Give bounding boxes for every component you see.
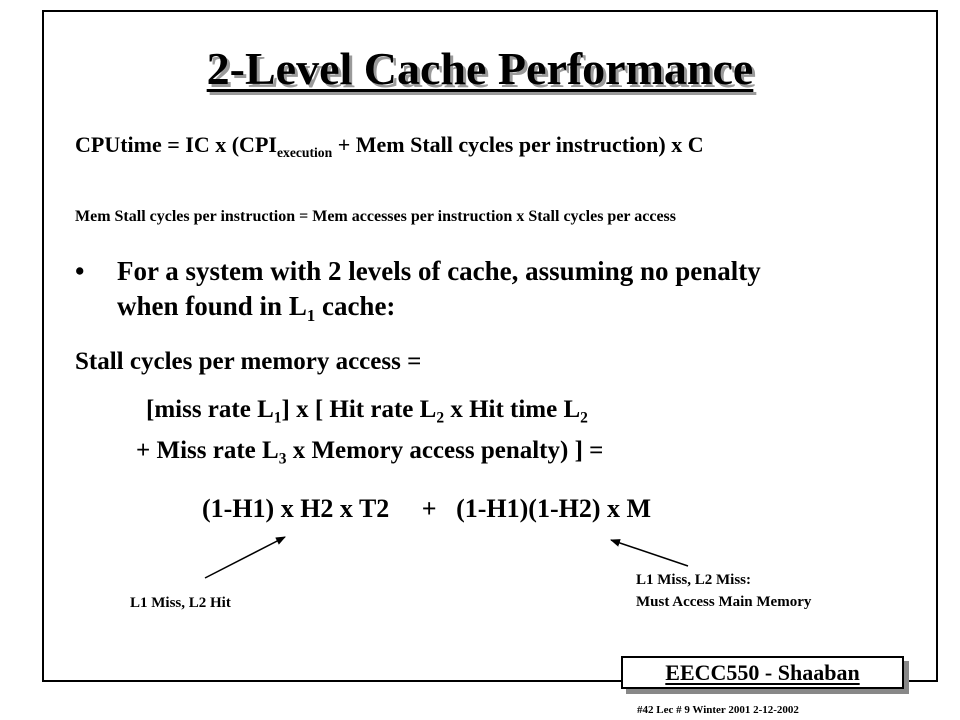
cputime-subscript: execution: [276, 144, 333, 160]
formula-line-1: [miss rate $L_1$] x [ Hit rate $L_2$ x Hit time $L_2$: [146, 396, 588, 427]
stall-heading: Stall cycles per memory access =: [75, 348, 422, 375]
arrow-right: [611, 540, 688, 566]
annotation-main-memory-line-1: L1 Miss, L2 Miss:: [636, 572, 752, 588]
bullet-line-1: For a system with 2 levels of cache, assuming no penalty: [117, 256, 761, 286]
result-formula: (1-H1) x H2 x T2 + (1-H1)(1-H2) x M: [202, 494, 652, 523]
arrow-left: [205, 537, 285, 578]
slide-title: 2-Level Cache Performance: [206, 43, 754, 94]
bullet-line-2: when found in $L_1$ cache:: [117, 291, 396, 325]
course-badge-label: EECC550 - Shaaban: [621, 656, 904, 689]
memstall-equation: Mem Stall cycles per instruction = Mem accesses per instruction x Stall cycles per access: [75, 208, 676, 225]
course-badge: [621, 656, 911, 694]
bullet-marker: •: [75, 256, 85, 286]
cputime-part2: + Mem Stall cycles per instruction) x C: [332, 132, 704, 157]
bullet-subscript: 1: [306, 305, 316, 325]
annotation-main-memory: [636, 569, 811, 613]
slide-footer: #42 Lec # 9 Winter 2001 2-12-2002: [637, 704, 799, 716]
annotation-main-memory-line-2: Must Access Main Memory: [636, 594, 812, 610]
annotation-l2-hit: L1 Miss, L2 Hit: [130, 595, 231, 611]
cputime-part1: CPUtime = IC x (CPI: [75, 132, 277, 157]
formula-line-2: + Miss rate $L_3$ x Memory access penalty) ] =: [136, 437, 604, 468]
